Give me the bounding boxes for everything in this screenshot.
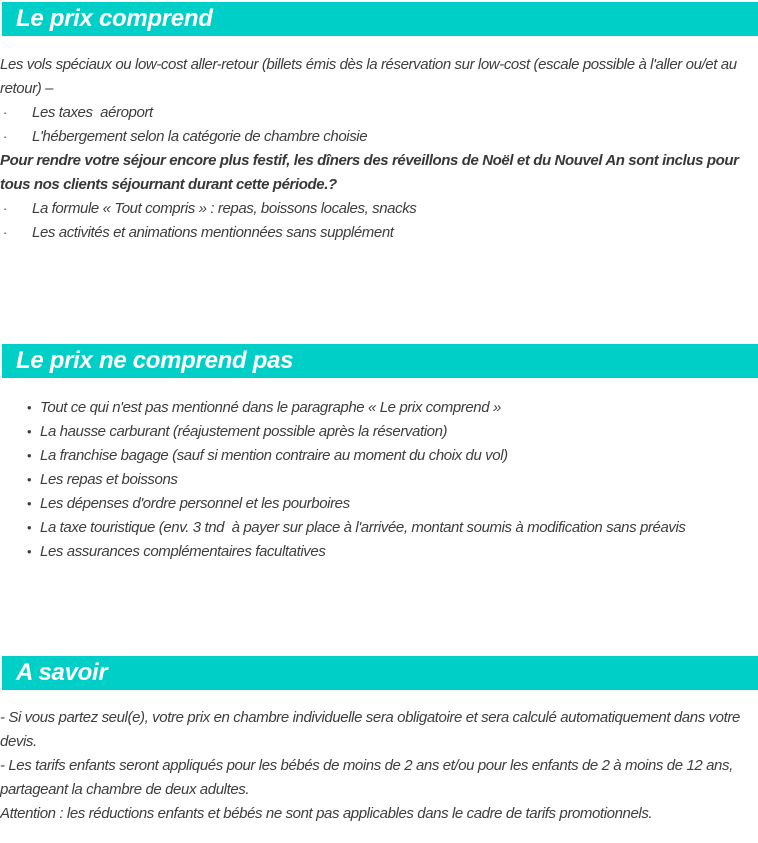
list-item (27, 492, 752, 516)
disc-bullet-icon: • (27, 472, 32, 487)
disc-bullet-icon: • (27, 544, 32, 559)
single-room-paragraph: - Si vous partez seul(e), votre prix en chambre individuelle sera obligatoire et sera calculé automatiquement dans votre devis. (0, 709, 744, 750)
section-header-to-know (2, 656, 758, 690)
list-item (0, 197, 752, 221)
list-item (27, 516, 752, 540)
list-item-text: La taxe touristique (env. 3 tnd à payer sur place à l'arrivée, montant soumis à modification sans préavis (40, 519, 686, 536)
list-item-text: La franchise bagage (sauf si mention contraire au moment du choix du vol) (40, 447, 508, 464)
list-item-text: Les repas et boissons (40, 471, 178, 488)
list-item (0, 221, 752, 245)
disc-bullet-icon: • (27, 424, 32, 439)
list-item (27, 396, 752, 420)
list-item-text: La formule « Tout compris » : repas, boissons locales, snacks (32, 200, 417, 217)
disc-bullet-icon: • (27, 400, 32, 415)
section-title-price-not-included: Le prix ne comprend pas (16, 347, 294, 374)
list-item (27, 420, 752, 444)
list-item (27, 444, 752, 468)
list-item-text: Les taxes aéroport (32, 104, 153, 121)
list-item (27, 540, 752, 564)
section-title-to-know: A savoir (16, 659, 108, 686)
section-price-included (0, 2, 758, 245)
disc-bullet-icon: • (27, 448, 32, 463)
section-body-to-know (0, 706, 758, 826)
child-rates-paragraph: - Les tarifs enfants seront appliqués pour les bébés de moins de 2 ans et/ou pour les enfants de 2 à moins de 12 ans, partageant la chambre de deux adultes. (0, 757, 737, 798)
middot-bullet-icon: · (3, 129, 7, 144)
not-included-list (0, 396, 752, 564)
section-header-price-included (2, 2, 758, 36)
middot-bullet-icon: · (3, 105, 7, 120)
middot-bullet-icon: · (3, 225, 7, 240)
disc-bullet-icon: • (27, 496, 32, 511)
list-item-text: Les assurances complémentaires facultatives (40, 543, 326, 560)
list-item (0, 101, 752, 125)
section-body-price-not-included (0, 396, 758, 564)
disc-bullet-icon: • (27, 520, 32, 535)
list-item-text: L'hébergement selon la catégorie de chambre choisie (32, 128, 368, 145)
list-item (27, 468, 752, 492)
list-item-text: Les activités et animations mentionnées sans supplément (32, 224, 394, 241)
attention-paragraph: Attention : les réductions enfants et bébés ne sont pas applicables dans le cadre de tarifs promotionnels. (0, 805, 653, 822)
intro-paragraph: Les vols spéciaux ou low-cost aller-retour (billets émis dès la réservation sur low-cost (escale possible à l'aller ou/et au retour) – (0, 56, 741, 97)
middot-bullet-icon: · (3, 201, 7, 216)
list-item-text: La hausse carburant (réajustement possible après la réservation) (40, 423, 448, 440)
list-item-text: Tout ce qui n'est pas mentionné dans le paragraphe « Le prix comprend » (40, 399, 501, 416)
section-to-know (0, 656, 758, 826)
section-header-price-not-included (2, 344, 758, 378)
list-item-text: Les dépenses d'ordre personnel et les pourboires (40, 495, 350, 512)
section-body-price-included (0, 53, 758, 245)
section-price-not-included (0, 344, 758, 564)
section-title-price-included: Le prix comprend (16, 5, 213, 32)
list-item (0, 125, 752, 149)
festive-note-paragraph: Pour rendre votre séjour encore plus festif, les dîners des réveillons de Noël et du Nouvel An sont inclus pour tous nos clients séjournant durant cette période.? (0, 152, 743, 193)
